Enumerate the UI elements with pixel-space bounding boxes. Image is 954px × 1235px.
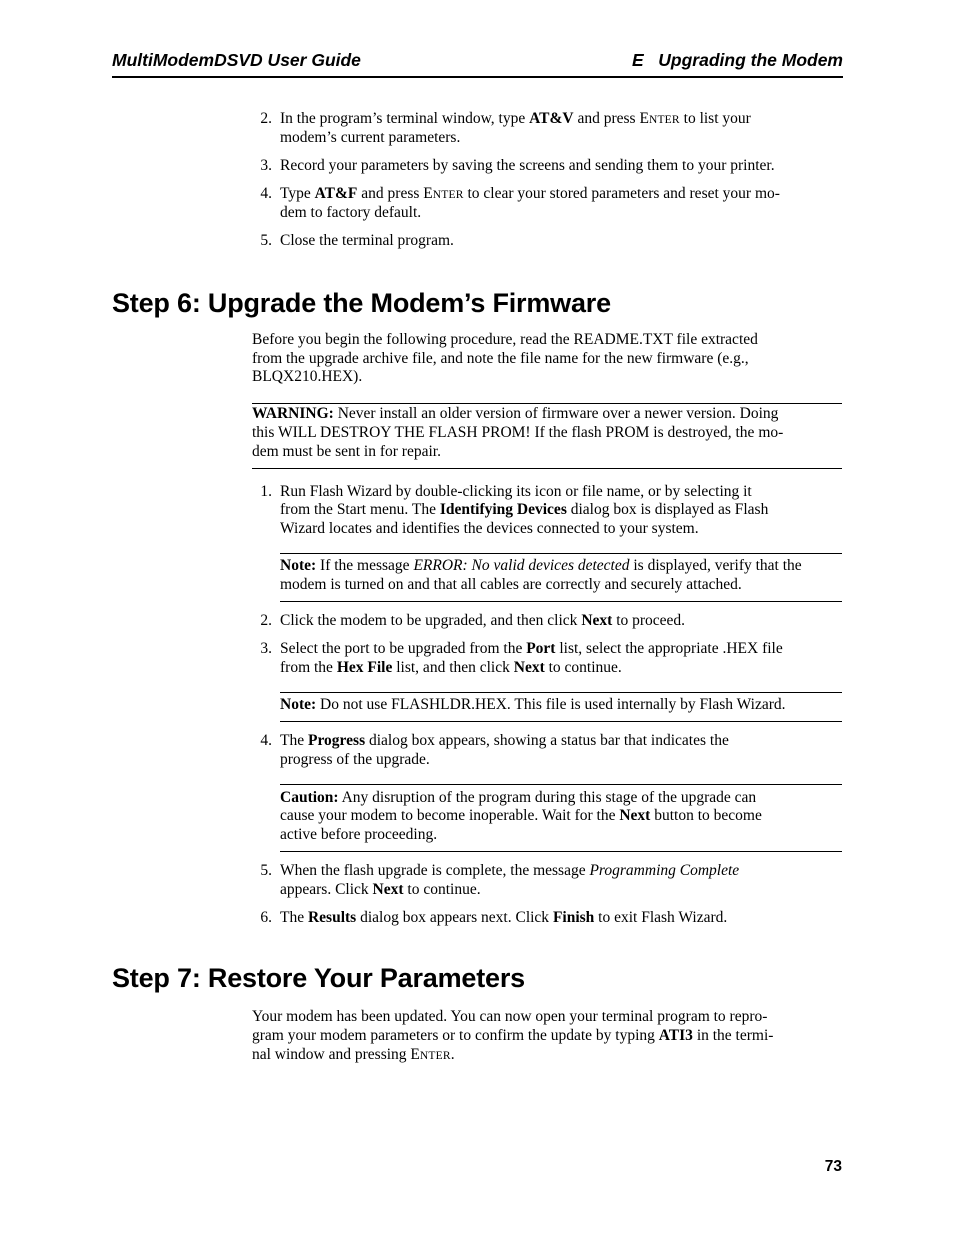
- step7-heading: Step 7: Restore Your Parameters: [112, 963, 525, 993]
- note1-bottom-rule: [280, 601, 842, 602]
- list-item-text: appears. Click Next to continue.: [280, 881, 481, 898]
- list-item-text: modem’s current parameters.: [280, 129, 461, 146]
- note2-bottom-rule: [280, 721, 842, 722]
- header-chapter-title: Upgrading the Modem: [658, 50, 843, 70]
- list-item-number: 5.: [260, 862, 272, 879]
- warning-text: WARNING: Never install an older version of firmware over a newer version. Doing: [252, 405, 779, 422]
- step6-intro-line: Before you begin the following procedure, read the README.TXT file extracted: [252, 331, 758, 348]
- note-label: Note:: [280, 557, 317, 574]
- warning-bottom-rule: [252, 468, 842, 469]
- list-item-text: In the program’s terminal window, type AT&V and press ENTER to list your: [280, 110, 751, 127]
- note1-top-rule: [280, 553, 842, 554]
- note1-text: modem is turned on and that all cables are correctly and securely attached.: [280, 576, 742, 593]
- caution-text: cause your modem to become inoperable. Wait for the Next button to become: [280, 807, 762, 824]
- list-item-text: Type AT&F and press ENTER to clear your stored parameters and reset your mo-: [280, 185, 780, 202]
- warning-top-rule: [252, 403, 842, 404]
- note-label: Note:: [280, 696, 317, 713]
- list-item-text: from the Hex File list, and then click Next to continue.: [280, 659, 622, 676]
- caution-top-rule: [280, 784, 842, 785]
- list-item-text: Run Flash Wizard by double-clicking its icon or file name, or by selecting it: [280, 483, 752, 500]
- list-item-text: When the flash upgrade is complete, the message Programming Complete: [280, 862, 740, 879]
- note1-text: Note: If the message ERROR: No valid devices detected is displayed, verify that the: [280, 557, 802, 574]
- list-item-text: from the Start menu. The Identifying Devices dialog box is displayed as Flash: [280, 501, 769, 518]
- step7-text: gram your modem parameters or to confirm the update by typing ATI3 in the termi-: [252, 1027, 774, 1044]
- list-item-number: 6.: [260, 909, 272, 926]
- caution-bottom-rule: [280, 851, 842, 852]
- list-item-text: Close the terminal program.: [280, 232, 454, 249]
- list-item-text: Record your parameters by saving the screens and sending them to your printer.: [280, 157, 775, 174]
- list-item-text: progress of the upgrade.: [280, 751, 430, 768]
- caution-text: Caution: Any disruption of the program during this stage of the upgrade can: [280, 789, 757, 806]
- list-item-text: dem to factory default.: [280, 204, 422, 221]
- list-item-text: The Progress dialog box appears, showing a status bar that indicates the: [280, 732, 729, 749]
- note2-top-rule: [280, 692, 842, 693]
- list-item-text: Select the port to be upgraded from the Port list, select the appropriate .HEX file: [280, 640, 783, 657]
- list-item-number: 2.: [260, 110, 272, 127]
- list-item-number: 4.: [260, 185, 272, 202]
- list-item-number: 3.: [260, 640, 272, 657]
- step7-text: nal window and pressing ENTER.: [252, 1046, 455, 1063]
- step6-intro-line: BLQX210.HEX).: [252, 368, 363, 385]
- list-item-text: Click the modem to be upgraded, and then click Next to proceed.: [280, 612, 686, 629]
- warning-text: this WILL DESTROY THE FLASH PROM! If the flash PROM is destroyed, the mo-: [252, 424, 784, 441]
- list-item-number: 4.: [260, 732, 272, 749]
- step7-text: Your modem has been updated. You can now open your terminal program to repro-: [252, 1008, 768, 1025]
- list-item-text: The Results dialog box appears next. Click Finish to exit Flash Wizard.: [280, 909, 728, 926]
- list-item-text: Wizard locates and identifies the devices connected to your system.: [280, 520, 699, 537]
- list-item-number: 1.: [260, 483, 272, 500]
- step6-intro-line: from the upgrade archive file, and note the file name for the new firmware (e.g.,: [252, 350, 749, 367]
- header-chapter: [632, 50, 843, 71]
- list-item-number: 2.: [260, 612, 272, 629]
- warning-label: WARNING:: [252, 405, 334, 422]
- caution-text: active before proceeding.: [280, 826, 438, 843]
- header-guide-title: MultiModemDSVD User Guide: [112, 50, 361, 70]
- list-item-number: 5.: [260, 232, 272, 249]
- list-item-number: 3.: [260, 157, 272, 174]
- warning-text: dem must be sent in for repair.: [252, 443, 441, 460]
- page-number: 73: [824, 1158, 842, 1175]
- running-header: [112, 49, 843, 78]
- header-chapter-letter: E: [632, 50, 644, 70]
- caution-label: Caution:: [280, 789, 339, 806]
- step6-heading: Step 6: Upgrade the Modem’s Firmware: [112, 288, 611, 318]
- note2-text: Note: Do not use FLASHLDR.HEX. This file is used internally by Flash Wizard.: [280, 696, 786, 713]
